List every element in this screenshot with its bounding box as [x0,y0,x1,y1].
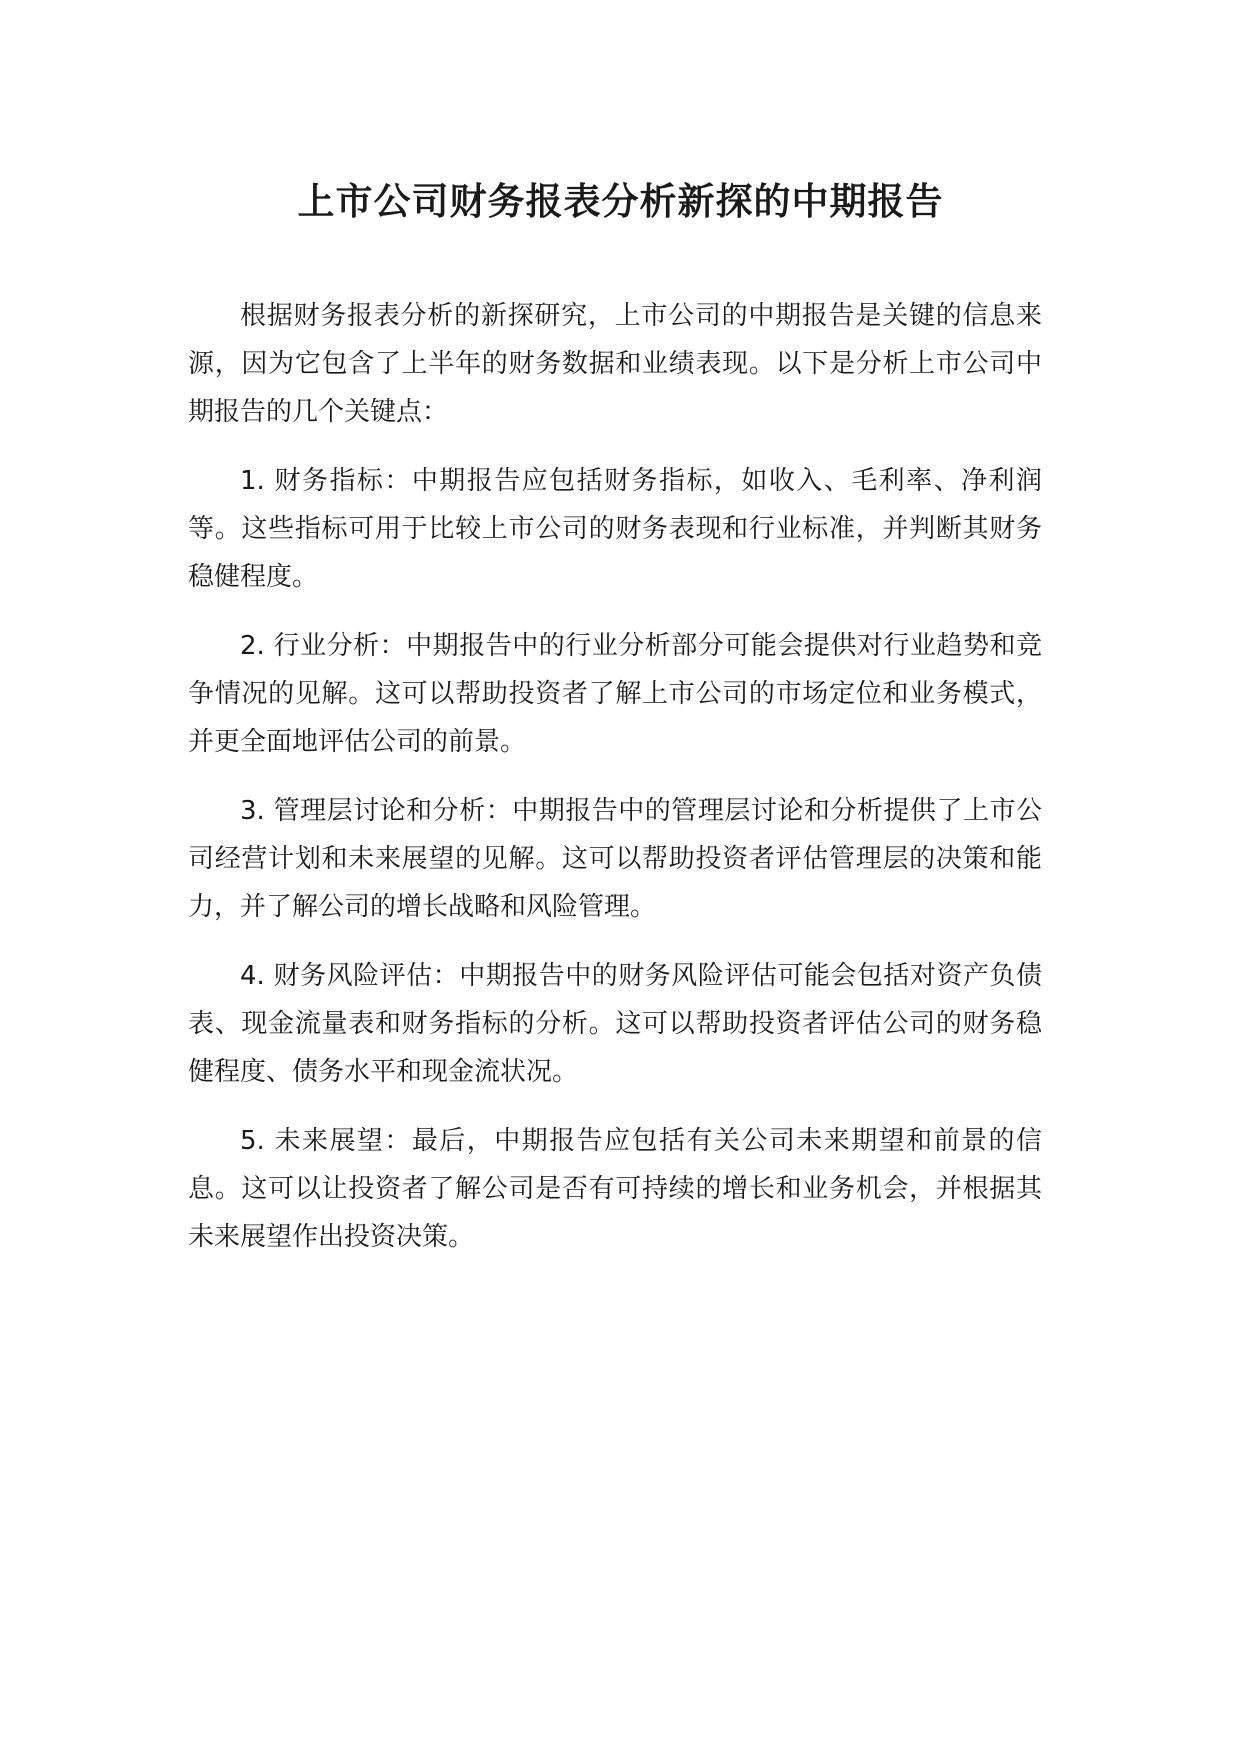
point-1-paragraph: 1. 财务指标：中期报告应包括财务指标，如收入、毛利率、净利润等。这些指标可用于比较上市公司的财务表现和行业标准，并判断其财务稳健程度。 [188,466,1042,592]
point-2-paragraph: 2. 行业分析：中期报告中的行业分析部分可能会提供对行业趋势和竞争情况的见解。这可以帮助投资者了解上市公司的市场定位和业务模式，并更全面地评估公司的前景。 [188,631,1042,757]
point-3-paragraph: 3. 管理层讨论和分析：中期报告中的管理层讨论和分析提供了上市公司经营计划和未来展望的见解。这可以帮助投资者评估管理层的决策和能力，并了解公司的增长战略和风险管理。 [188,796,1042,922]
document-title: 上市公司财务报表分析新探的中期报告 [297,180,944,223]
point-4-paragraph: 4. 财务风险评估：中期报告中的财务风险评估可能会包括对资产负债表、现金流量表和财务指标的分析。这可以帮助投资者评估公司的财务稳健程度、债务水平和现金流状况。 [188,961,1042,1087]
point-5-paragraph: 5. 未来展望：最后，中期报告应包括有关公司未来期望和前景的信息。这可以让投资者了解公司是否有可持续的增长和业务机会，并根据其未来展望作出投资决策。 [188,1126,1042,1252]
document-body [188,292,1042,1282]
intro-paragraph: 根据财务报表分析的新探研究，上市公司的中期报告是关键的信息来源，因为它包含了上半年的财务数据和业绩表现。以下是分析上市公司中期报告的几个关键点： [188,301,1042,427]
